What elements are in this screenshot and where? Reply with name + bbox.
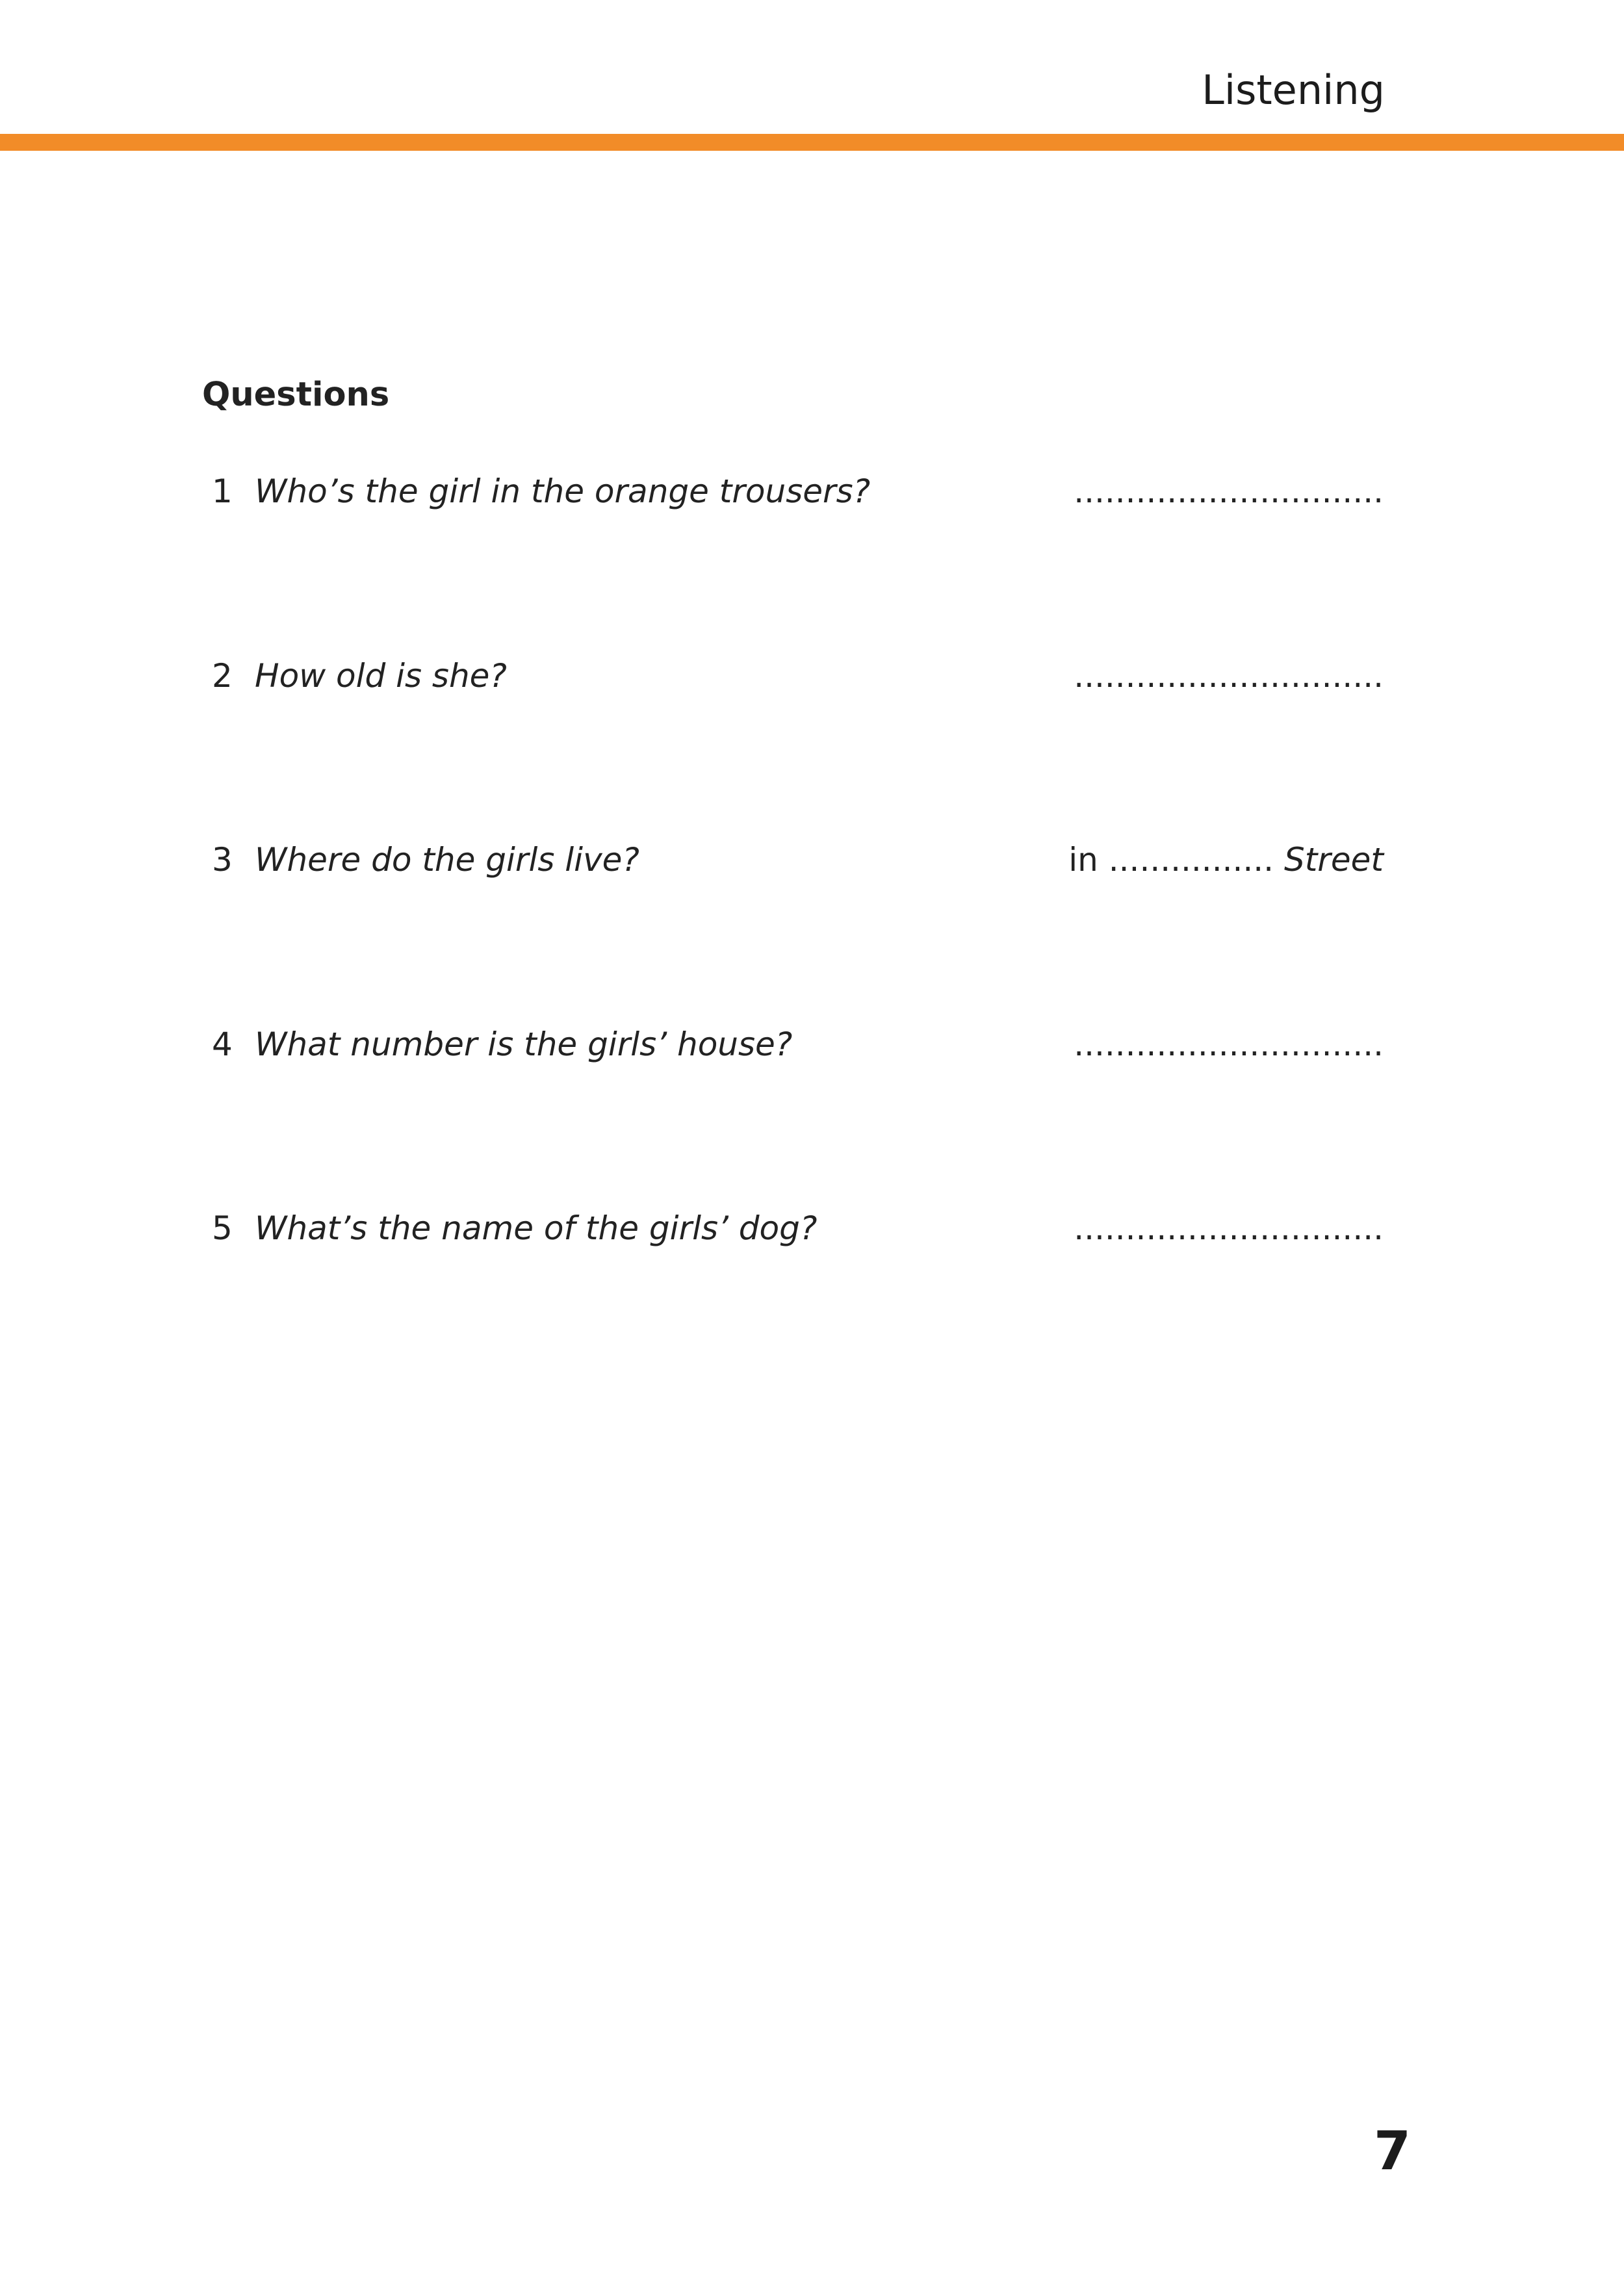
answer-prefix: in	[1068, 841, 1098, 879]
page-number: 7	[1373, 2121, 1411, 2182]
header-rule	[0, 134, 1624, 151]
answer-blank-5[interactable]	[1074, 1202, 1384, 1254]
answer-dots: ..............................	[1074, 1025, 1384, 1063]
question-number: 5	[212, 1209, 233, 1247]
question-1	[0, 465, 1624, 517]
answer-dots: ................	[1108, 841, 1274, 879]
question-2	[0, 650, 1624, 702]
question-text: What number is the girls’ house?	[255, 1025, 793, 1063]
question-3	[0, 834, 1624, 886]
answer-blank-1[interactable]	[1074, 465, 1384, 517]
question-text: What’s the name of the girls’ dog?	[255, 1209, 818, 1247]
question-text: Who’s the girl in the orange trousers?	[255, 472, 871, 510]
answer-suffix: Street	[1283, 841, 1384, 879]
question-4	[0, 1018, 1624, 1070]
questions-heading: Questions	[202, 376, 390, 414]
question-5	[0, 1202, 1624, 1254]
question-number: 1	[212, 472, 233, 510]
question-text: Where do the girls live?	[255, 841, 639, 879]
answer-blank-4[interactable]	[1074, 1018, 1384, 1070]
question-number: 3	[212, 841, 233, 879]
question-number: 2	[212, 657, 233, 695]
answer-blank-2[interactable]	[1074, 650, 1384, 702]
question-number: 4	[212, 1025, 233, 1063]
question-text: How old is she?	[255, 657, 507, 695]
answer-dots: ..............................	[1074, 1209, 1384, 1247]
answer-blank-3[interactable]	[1068, 834, 1384, 886]
answer-dots: ..............................	[1074, 657, 1384, 695]
section-title: Listening	[1202, 66, 1385, 114]
answer-dots: ..............................	[1074, 472, 1384, 510]
